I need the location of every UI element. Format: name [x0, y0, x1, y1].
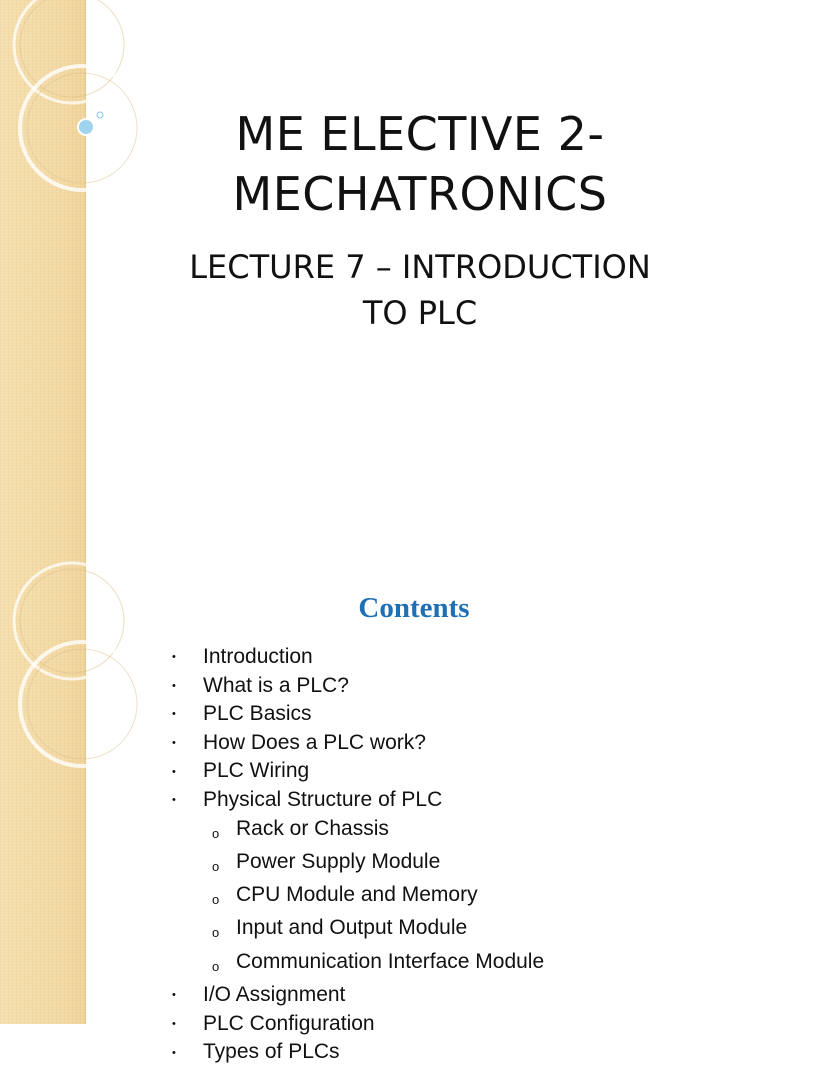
contents-item [172, 729, 544, 758]
dot-bullet-icon: • [172, 794, 176, 807]
contents-item-label: Power Supply Module [236, 849, 441, 873]
dot-bullet-icon: • [172, 765, 176, 778]
contents-subitem [172, 815, 544, 848]
title-line-1: ME ELECTIVE 2- [235, 107, 605, 161]
decorative-rings-icon [0, 576, 130, 1024]
contents-item [172, 1010, 544, 1039]
contents-item-label: Input and Output Module [236, 916, 468, 940]
dot-bullet-icon: • [172, 1017, 176, 1030]
contents-item-label: I/O Assignment [203, 983, 346, 1007]
dot-bullet-icon: • [172, 679, 176, 692]
contents-subitem [172, 948, 544, 981]
dot-bullet-icon: • [172, 737, 176, 750]
decorative-rings-icon [0, 0, 130, 576]
contents-subitem [172, 881, 544, 914]
contents-item [172, 672, 544, 701]
circle-bullet-icon: o [212, 892, 220, 908]
contents-item [172, 1038, 544, 1067]
contents-item-label: PLC Wiring [203, 759, 310, 783]
page-title [120, 104, 720, 224]
contents-item-label: Types of PLCs [203, 1040, 340, 1064]
contents-item-label: CPU Module and Memory [236, 883, 478, 907]
dot-bullet-icon: • [172, 1046, 176, 1059]
contents-subitem [172, 848, 544, 881]
contents-item-label: How Does a PLC work? [203, 730, 426, 754]
circle-bullet-icon: o [212, 925, 220, 941]
contents-item [172, 700, 544, 729]
dot-bullet-icon: • [172, 989, 176, 1002]
circle-bullet-icon: o [212, 825, 220, 841]
title-line-2: MECHATRONICS [232, 167, 608, 221]
contents-item-label: Communication Interface Module [236, 949, 545, 973]
contents-item [172, 757, 544, 786]
contents-item-label: PLC Basics [203, 702, 312, 726]
contents-item-label: Introduction [203, 645, 313, 668]
contents-item-label: What is a PLC? [203, 673, 349, 697]
contents-list [172, 643, 544, 1067]
contents-heading: Contents [358, 592, 470, 624]
contents-item-label: Rack or Chassis [236, 816, 389, 840]
subtitle-line-2: TO PLC [362, 294, 478, 332]
decorative-sidebar [0, 0, 86, 576]
contents-item [172, 981, 544, 1010]
subtitle-line-1: LECTURE 7 – INTRODUCTION [189, 248, 651, 286]
contents-subitem [172, 914, 544, 947]
contents-item-label: Physical Structure of PLC [203, 787, 443, 811]
contents-slide [0, 576, 768, 1064]
subtitle [120, 244, 720, 336]
contents-item [172, 786, 544, 815]
contents-item-label: PLC Configuration [203, 1011, 375, 1035]
decorative-sidebar [0, 576, 86, 1024]
circle-bullet-icon: o [212, 858, 220, 874]
dot-bullet-icon: • [172, 651, 176, 664]
contents-item [172, 643, 544, 672]
dot-bullet-icon: • [172, 708, 176, 721]
circle-bullet-icon: o [212, 958, 220, 974]
